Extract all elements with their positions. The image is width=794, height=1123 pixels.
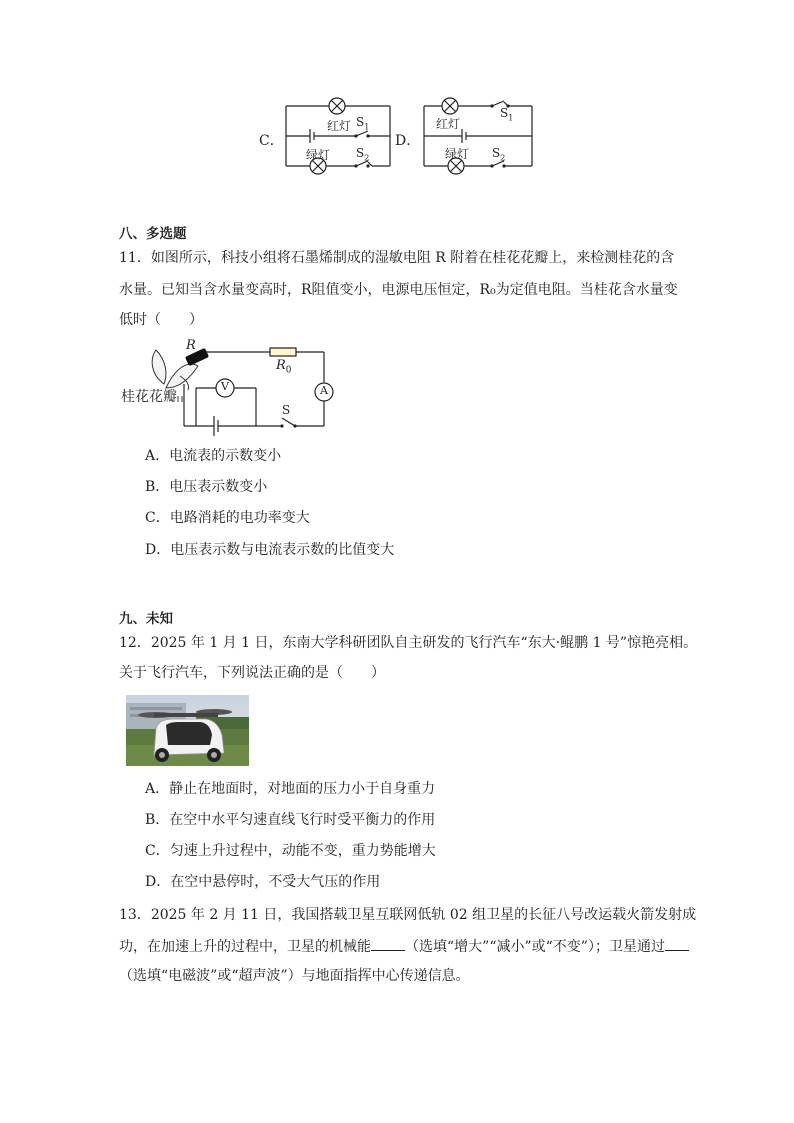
red-lamp-label-d: 红灯 [436,117,461,131]
s1-main: S [356,115,365,129]
s1-sub-d: 1 [508,113,514,123]
option-d-letter: D． [395,133,421,149]
q12-line-2: 关于飞行汽车，下列说法正确的是（ ） [119,665,385,681]
q13-line-1: 13．2025 年 2 月 11 日，我国搭载卫星互联网低轨 02 组卫星的长征八号改运载火箭发射成 [119,907,697,923]
q12-line-1: 12．2025 年 1 月 1 日，东南大学科研团队自主研发的飞行汽车“东大·鲲鹏 1 号”惊艳亮相。 [119,635,698,651]
section-heading-multiple-choice: 八、多选题 [119,226,187,242]
q11-line-3: 低时（ ） [119,312,203,328]
switch-s1-label [356,115,369,131]
s2-main: S [356,146,365,160]
s1-sub: 1 [364,122,370,132]
q11-option-a: A．电流表的示数变小 [145,448,282,464]
circuit-diagram-d [420,96,536,176]
s2-main-d: S [492,146,501,160]
option-c-letter: C． [259,133,284,149]
s2-sub-d: 2 [500,153,506,163]
s1-main-d: S [500,106,509,120]
red-lamp-label: 红灯 [327,119,352,133]
q11-line-1: 11．如图所示，科技小组将石墨烯制成的湿敏电阻 R 附着在桂花花瓣上，来检测桂花的含 [119,250,675,266]
circuit-diagram-c [284,96,394,176]
r0-main: R [276,358,286,373]
q12-option-d: D．在空中悬停时，不受大气压的作用 [145,874,381,890]
q12-option-a: A．静止在地面时，对地面的压力小于自身重力 [145,781,436,797]
answer-blank-2 [665,936,689,951]
q11-option-d: D．电压表示数与电流表示数的比值变大 [145,542,395,558]
s2-sub: 2 [364,153,370,163]
q12-option-c: C．匀速上升过程中，动能不变，重力势能增大 [145,843,436,859]
switch-s2-label-d [492,146,505,162]
resistor-r-label: R [186,338,196,353]
q13-line-3: （选填“电磁波”或“超声波”）与地面指挥中心传递信息。 [119,968,470,984]
resistor-r0-label [276,358,292,376]
switch-s2-label [356,146,369,162]
q13-line-2-text-b: （选填“增大”“减小”或“不变”）；卫星通过 [405,939,665,955]
r0-sub: 0 [285,365,292,376]
ammeter-label: A [320,384,328,397]
green-lamp-label-d: 绿灯 [445,147,470,161]
q11-option-b: B．电压表示数变小 [145,479,268,495]
petal-label: 桂花花瓣 [121,389,177,405]
q13-line-2 [119,936,689,957]
q13-line-2-text-a: 功，在加速上升的过程中，卫星的机械能 [119,939,371,955]
q12-option-b: B．在空中水平匀速直线飞行时受平衡力的作用 [145,812,436,828]
voltmeter-label: V [221,380,229,393]
q11-option-c: C．电路消耗的电功率变大 [145,510,310,526]
section-heading-unknown: 九、未知 [119,611,173,627]
green-lamp-label: 绿灯 [306,148,331,162]
answer-blank-1 [371,936,405,951]
switch-s-label: S [282,403,291,417]
flying-car-photo [126,695,249,766]
q11-line-2: 水量。已知当含水量变高时，R阻值变小，电源电压恒定，R₀为定值电阻。当桂花含水量变 [119,282,678,298]
switch-s1-label-d [500,106,513,122]
